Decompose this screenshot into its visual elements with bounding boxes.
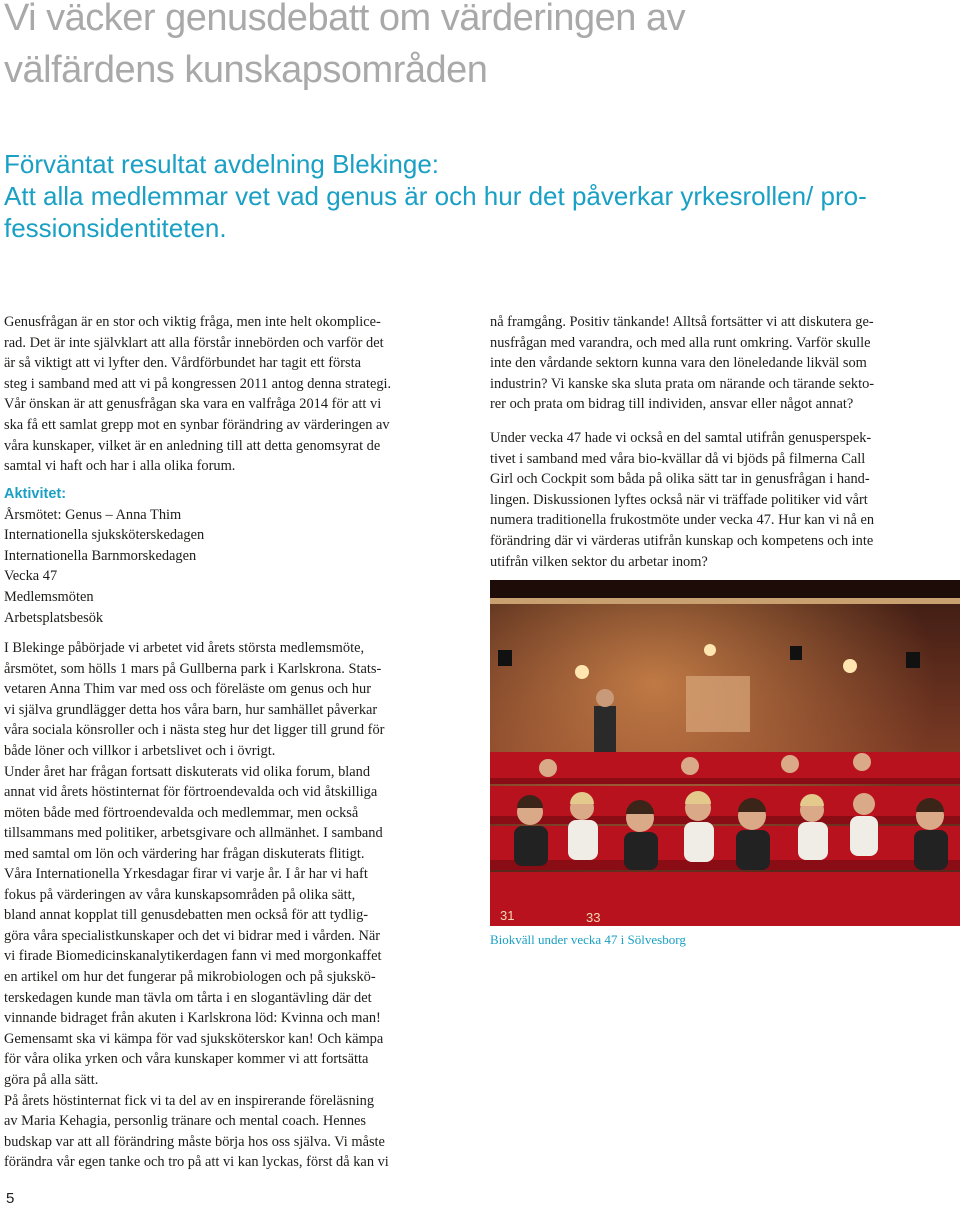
text-line: bland annat kopplat till genusdebatten men också för att tydlig- (4, 907, 369, 924)
text-line: för våra olika yrken och våra kunskaper kommer vi att fortsätta (4, 1051, 369, 1068)
activity-item: Medlemsmöten (4, 588, 94, 605)
text-line: samtal vi haft och har i alla olika forum. (4, 458, 236, 475)
text-line: Vår önskan är att genusfrågan ska vara en valfråga 2014 för att vi (4, 396, 382, 413)
text-line: vinnande bidraget från akuten i Karlskrona löd: Kvinna och man! (4, 1010, 381, 1027)
text-line: göra på alla sätt. (4, 1071, 99, 1088)
cinema-photo-drawing (490, 580, 960, 926)
seat-number: 33 (586, 910, 601, 925)
text-line: budskap var att all förändring måste börja hos oss själva. Vi måste (4, 1133, 385, 1150)
text-line: Våra Internationella Yrkesdagar firar vi varje år. I år har vi haft (4, 866, 368, 882)
text-line: inte den vårdande sektorn kunna vara den löneledande likväl som (490, 355, 867, 372)
text-line: lingen. Diskussionen lyftes också när vi träffade politiker vid vårt (490, 491, 868, 508)
text-line: möten både med förtroendevalda och medlemmar, men också (4, 804, 359, 821)
text-line: förändring där vi värderas utifrån kunskap och kompetens och inte (490, 532, 874, 549)
text-line: vi firade Biomedicinskanalytikerdagen fann vi med morgonkaffet (4, 948, 382, 965)
subheading-line-1: Förväntat resultat avdelning Blekinge: (4, 149, 440, 179)
seat-number: 31 (500, 908, 515, 923)
activity-item: Vecka 47 (4, 568, 58, 585)
subheading-line-2: Att alla medlemmar vet vad genus är och hur det påverkar yrkesrollen/ pro- (4, 181, 867, 211)
text-line: våra sociala könsroller och i nästa steg hur det ligger till grund för (4, 722, 385, 739)
right-paragraph-1 (490, 312, 958, 415)
page-title (4, 0, 944, 96)
text-line: våra kunskaper, vilket är en anledning till att detta genomsyrat de (4, 437, 381, 454)
title-line-2: välfärdens kunskapsområden (4, 49, 488, 91)
text-line: är så viktigt att vi lyfter den. Vårdförbundet har tagit ett första (4, 355, 361, 372)
text-line: förändra vår egen tanke och tro på att vi kan lyckas, först då kan vi (4, 1154, 389, 1171)
text-line: göra våra specialistkunskaper och det vi bidrar med i vården. När (4, 927, 381, 944)
text-line: rad. Det är inte självklart att alla förstår innebörden och varför det (4, 334, 384, 351)
text-line: tillsammans med politiker, arbetsgivare och allmänhet. I samband (4, 825, 383, 842)
activity-item: Årsmötet: Genus – Anna Thim (4, 506, 182, 523)
text-line: terskedagen kunde man tävla om tårta i en slogantävling där det (4, 989, 372, 1006)
text-line: rer och prata om bidrag till individen, ansvar eller något annat? (490, 396, 854, 413)
text-line: Under vecka 47 hade vi också en del samtal utifrån genusperspek- (490, 430, 872, 446)
activities-section (4, 484, 480, 628)
annual-meeting-paragraph (4, 638, 480, 865)
subheading-line-3: fessionsidentiteten. (4, 213, 227, 243)
text-line: utifrån vilken sektor du arbetar inom? (490, 553, 708, 570)
text-line: fokus på värderingen av våra kunskapsområden på olika sätt, (4, 886, 356, 903)
activity-item: Internationella sjuksköterskedagen (4, 527, 205, 544)
text-line: ska få ett samlat grepp mot en synbar förändring av värderingen av (4, 416, 390, 433)
right-paragraph-2 (490, 428, 958, 572)
text-line: Gemensamt ska vi kämpa för vad sjuksköterskor kan! Och kämpa (4, 1030, 384, 1047)
page-number: 5 (6, 1190, 15, 1207)
text-line: Girl och Cockpit som båda på olika sätt tar in genusfrågan i hand- (490, 471, 870, 488)
text-line: annat vid årets höstinternat för förtroendevalda och vid åtskilliga (4, 784, 378, 801)
text-line: både löner och villkor i arbetslivet och i övrigt. (4, 742, 276, 759)
activity-item: Internationella Barnmorskedagen (4, 547, 197, 564)
text-line: På årets höstinternat fick vi ta del av en inspirerande föreläsning (4, 1092, 375, 1109)
text-line: med samtal om lön och värdering har frågan diskuterats flitigt. (4, 845, 365, 862)
title-line-1: Vi väcker genusdebatt om värderingen av (4, 0, 686, 39)
text-line: Under året har frågan fortsatt diskuterats vid olika forum, bland (4, 763, 371, 780)
text-line: vetaren Anna Thim var med oss och föreläste om genus och hur (4, 681, 371, 698)
professional-days-paragraph (4, 864, 480, 1173)
activities-label: Aktivitet: (4, 486, 67, 502)
text-line: av Maria Kehagia, personlig tränare och mental coach. Hennes (4, 1113, 367, 1130)
intro-paragraph (4, 312, 480, 477)
text-line: industrin? Vi kanske ska sluta prata om närande och tärande sekto- (490, 375, 875, 392)
photo-caption: Biokväll under vecka 47 i Sölvesborg (490, 932, 686, 947)
text-line: Genusfrågan är en stor och viktig fråga, men inte helt okomplice- (4, 314, 381, 330)
text-line: nusfrågan med varandra, och med alla runt omkring. Varför skulle (490, 334, 871, 351)
text-line: årsmötet, som hölls 1 mars på Gullberna park i Karlskrona. Stats- (4, 660, 382, 677)
cinema-photo (490, 580, 960, 926)
activity-item: Arbetsplatsbesök (4, 609, 104, 626)
text-line: I Blekinge påbörjade vi arbetet vid årets största medlemsmöte, (4, 640, 365, 656)
text-line: steg i samband med att vi på kongressen 2011 antog denna strategi. (4, 375, 392, 392)
expected-result-heading (4, 148, 954, 244)
text-line: tivet i samband med våra bio-kvällar då vi bjöds på filmerna Call (490, 450, 866, 467)
text-line: nå framgång. Positiv tänkande! Alltså fortsätter vi att diskutera ge- (490, 314, 874, 330)
text-line: en artikel om hur det fungerar på mikrobiologen och på sjukskö- (4, 968, 376, 985)
text-line: numera traditionella frukostmöte under vecka 47. Hur kan vi nå en (490, 512, 875, 529)
text-line: vi själva grundlägger detta hos våra barn, hur samhället påverkar (4, 701, 378, 718)
